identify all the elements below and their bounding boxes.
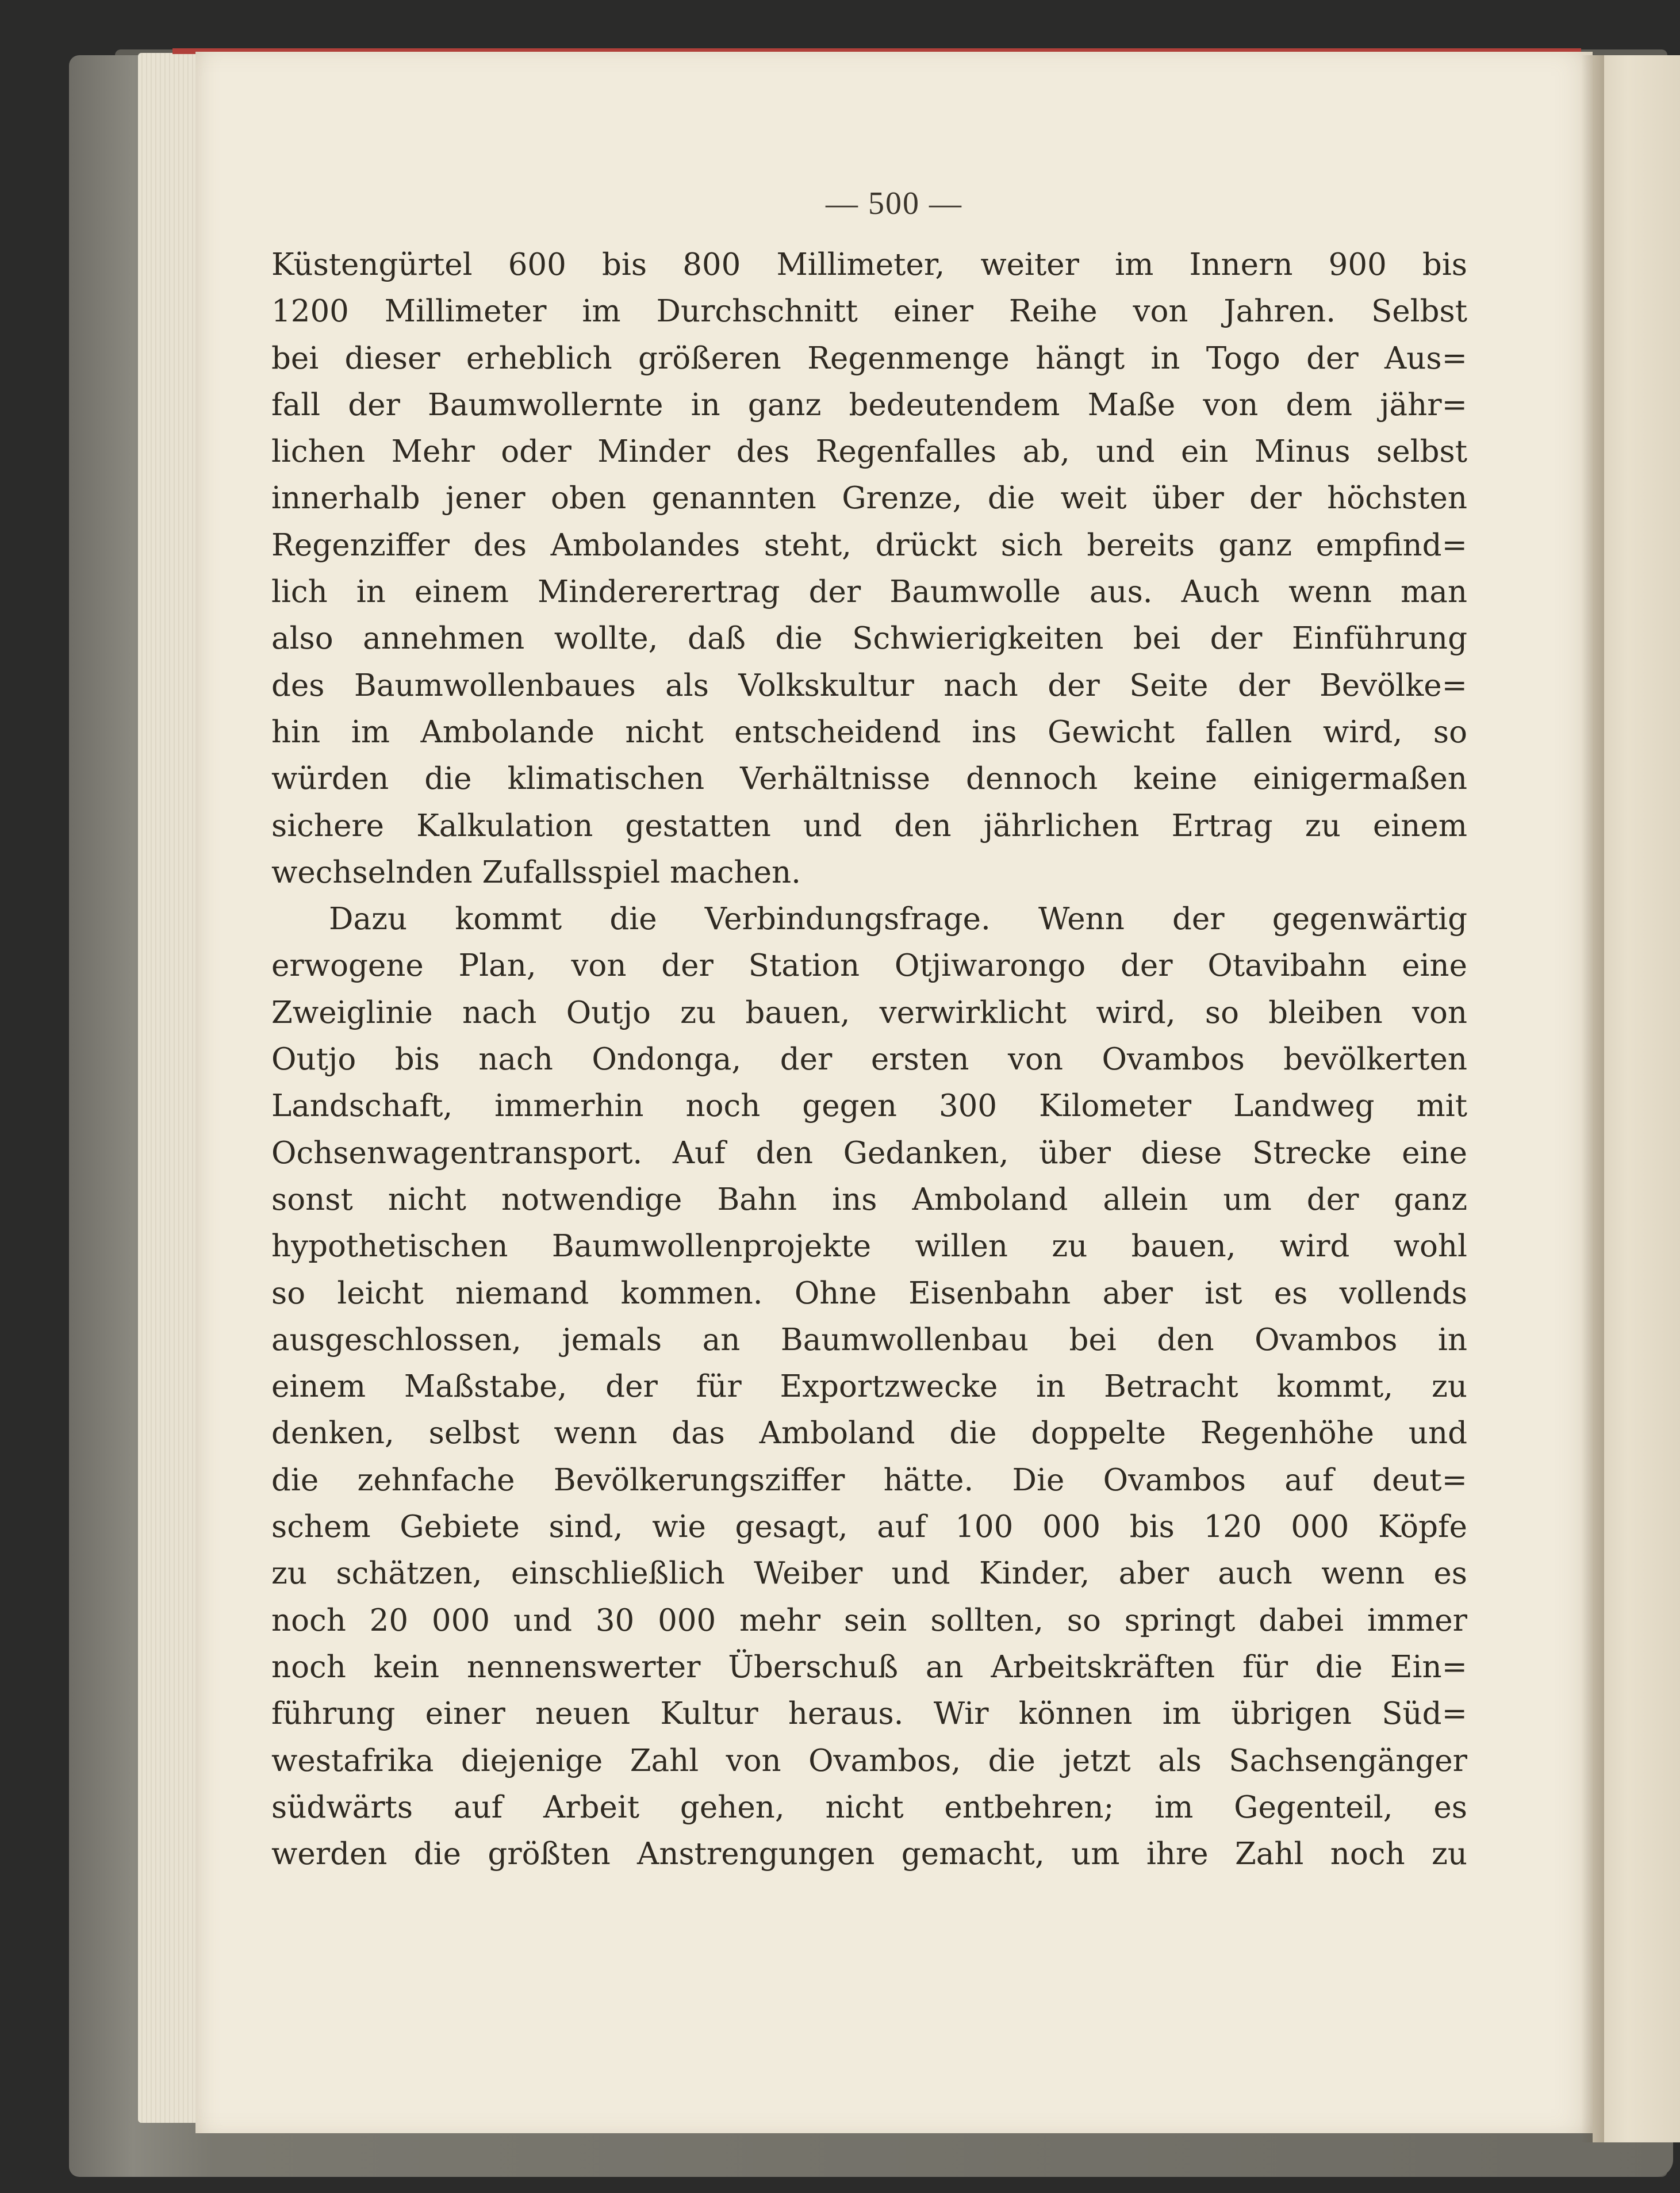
text-line: des Baumwollenbaues als Volkskultur nach der Seite der Bevölke=	[271, 668, 1467, 703]
text-line: so leicht niemand kommen. Ohne Eisenbahn aber ist es vollends	[271, 1275, 1467, 1311]
text-line: Ochsenwagentransport. Auf den Gedanken, über diese Strecke eine	[271, 1135, 1467, 1171]
text-line: lichen Mehr oder Minder des Regenfalles ab, und ein Minus selbst	[271, 434, 1467, 470]
text-line: Landschaft, immerhin noch gegen 300 Kilometer Landweg mit	[271, 1088, 1467, 1124]
text-line: erwogene Plan, von der Station Otjiwarongo der Otavibahn eine	[271, 948, 1467, 984]
text-line: Dazu kommt die Verbindungsfrage. Wenn der gegenwärtig	[329, 902, 1467, 937]
text-line: noch kein nennenswerter Überschuß an Arbeitskräften für die Ein=	[271, 1649, 1467, 1685]
text-line: südwärts auf Arbeit gehen, nicht entbehren; im Gegenteil, es	[271, 1789, 1467, 1825]
text-line: hypothetischen Baumwollenprojekte willen zu bauen, wird wohl	[271, 1229, 1467, 1264]
text-line: bei dieser erheblich größeren Regenmenge hängt in Togo der Aus=	[271, 340, 1467, 376]
text-line: sichere Kalkulation gestatten und den jährlichen Ertrag zu einem	[271, 808, 1467, 844]
text-line: innerhalb jener oben genannten Grenze, die weit über der höchsten	[271, 481, 1467, 516]
text-line: die zehnfache Bevölkerungsziffer hätte. Die Ovambos auf deut=	[271, 1462, 1467, 1498]
text-line: Outjo bis nach Ondonga, der ersten von Ovambos bevölkerten	[271, 1042, 1467, 1078]
text-line: führung einer neuen Kultur heraus. Wir können im übrigen Süd=	[271, 1696, 1467, 1732]
text-line: werden die größten Anstrengungen gemacht, um ihre Zahl noch zu	[271, 1837, 1467, 1872]
text-line: sonst nicht notwendige Bahn ins Amboland allein um der ganz	[271, 1182, 1467, 1217]
text-line: Zweiglinie nach Outjo zu bauen, verwirklicht wird, so bleiben von	[271, 995, 1467, 1030]
page-number: — 500 —	[826, 186, 962, 221]
text-line: wechselnden Zufallsspiel machen.	[271, 854, 801, 890]
text-line: hin im Ambolande nicht entscheidend ins Gewicht fallen wird, so	[271, 714, 1467, 750]
text-line: Regenziffer des Ambolandes steht, drückt sich bereits ganz empfind=	[271, 527, 1467, 563]
text-line: westafrika diejenige Zahl von Ovambos, die jetzt als Sachsengänger	[271, 1743, 1467, 1778]
text-line: lich in einem Mindererertrag der Baumwolle aus. Auch wenn man	[271, 574, 1467, 610]
text-line: zu schätzen, einschließlich Weiber und Kinder, aber auch wenn es	[271, 1556, 1467, 1592]
text-line: fall der Baumwollernte in ganz bedeutendem Maße von dem jähr=	[271, 387, 1467, 423]
text-line: 1200 Millimeter im Durchschnitt einer Reihe von Jahren. Selbst	[271, 294, 1467, 329]
page-text	[271, 241, 1467, 1877]
text-line: würden die klimatischen Verhältnisse dennoch keine einigermaßen	[271, 761, 1467, 797]
adjacent-page	[1593, 55, 1680, 2142]
text-line: schem Gebiete sind, wie gesagt, auf 100 000 bis 120 000 Köpfe	[271, 1509, 1467, 1545]
text-line: ausgeschlossen, jemals an Baumwollenbau bei den Ovambos in	[271, 1322, 1467, 1358]
text-line: noch 20 000 und 30 000 mehr sein sollten, so springt dabei immer	[271, 1602, 1467, 1638]
text-line: einem Maßstabe, der für Exportzwecke in Betracht kommt, zu	[271, 1369, 1467, 1405]
text-line: also annehmen wollte, daß die Schwierigkeiten bei der Einführung	[271, 621, 1467, 657]
gutter-shadow	[1581, 55, 1604, 2142]
text-line: Küstengürtel 600 bis 800 Millimeter, weiter im Innern 900 bis	[271, 247, 1467, 282]
text-line: denken, selbst wenn das Amboland die doppelte Regenhöhe und	[271, 1416, 1467, 1451]
